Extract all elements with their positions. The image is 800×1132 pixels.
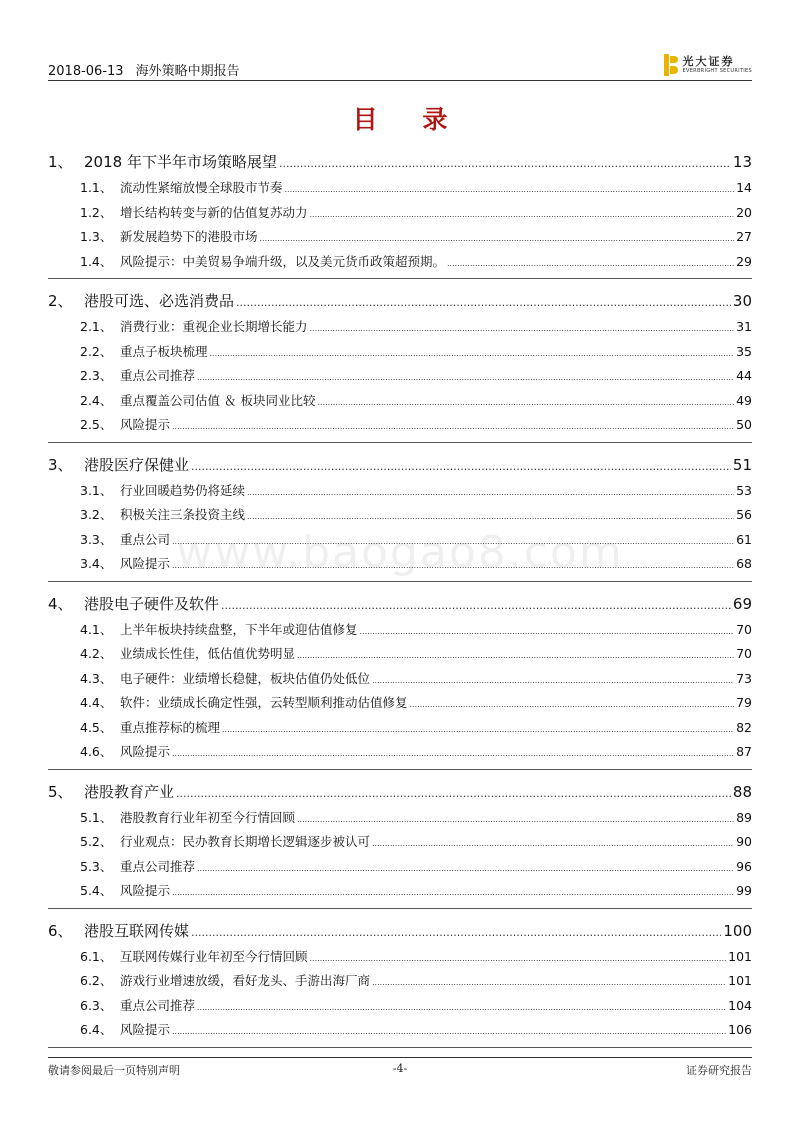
toc-entry-page: 61 xyxy=(736,531,752,547)
toc-entry-title: 港股互联网传媒 xyxy=(84,921,190,940)
toc-section xyxy=(48,287,752,443)
toc-entry-number: 6.3、 xyxy=(80,997,113,1013)
toc-entry-page: 96 xyxy=(736,858,752,874)
toc-entry-number: 4、 xyxy=(48,594,73,613)
toc-entry-title: 港股教育行业年初至今行情回顾 xyxy=(120,809,296,825)
toc-subsection-entry[interactable] xyxy=(48,855,752,880)
toc-entry-number: 6.4、 xyxy=(80,1022,113,1037)
table-of-contents xyxy=(48,148,752,1056)
dot-leader xyxy=(410,693,735,718)
toc-entry-title: 风险提示：中美贸易争端升级，以及美元货币政策超预期。 xyxy=(120,253,446,269)
toc-entry-page: 79 xyxy=(736,695,752,710)
toc-entry-number: 4.1、 xyxy=(80,621,113,637)
toc-entry-number: 5、 xyxy=(48,782,73,801)
toc-entry-number: 3.4、 xyxy=(80,556,113,571)
toc-entry-title: 风险提示 xyxy=(120,417,171,432)
toc-subsection-entry[interactable] xyxy=(48,528,752,553)
dot-leader xyxy=(236,289,731,317)
page-footer xyxy=(48,1057,752,1082)
toc-subsection-entry[interactable] xyxy=(48,879,752,904)
toc-entry-title: 电子硬件：业绩增长稳健，板块估值仍处低位 xyxy=(120,670,371,686)
dot-leader xyxy=(191,453,731,481)
toc-entry-title: 风险提示 xyxy=(120,556,171,571)
toc-entry-number: 2.5、 xyxy=(80,417,113,432)
toc-subsection-entry[interactable] xyxy=(48,618,752,643)
toc-subsection-entry[interactable] xyxy=(48,413,752,438)
toc-entry-page: 90 xyxy=(736,834,752,849)
toc-entry-number: 4.6、 xyxy=(80,744,113,759)
toc-entry-number: 5.2、 xyxy=(80,834,113,849)
toc-section-entry[interactable] xyxy=(48,451,752,479)
dot-leader xyxy=(221,592,731,620)
toc-entry-title: 港股电子硬件及软件 xyxy=(84,594,220,613)
toc-subsection-entry[interactable] xyxy=(48,667,752,692)
footer-divider xyxy=(48,1057,752,1058)
toc-entry-number: 1.2、 xyxy=(80,204,113,220)
toc-entry-number: 6、 xyxy=(48,921,73,940)
toc-entry-number: 2.4、 xyxy=(80,392,113,408)
toc-entry-page: 27 xyxy=(736,229,752,244)
toc-subsection-entry[interactable] xyxy=(48,691,752,716)
dot-leader xyxy=(285,178,735,203)
toc-entry-title: 积极关注三条投资主线 xyxy=(120,507,246,522)
toc-subsection-entry[interactable] xyxy=(48,642,752,667)
toc-section xyxy=(48,148,752,279)
toc-entry-page: 44 xyxy=(736,368,752,383)
toc-entry-page: 14 xyxy=(736,180,752,195)
dot-leader xyxy=(172,530,734,555)
toc-subsection-entry[interactable] xyxy=(48,969,752,994)
toc-entry-number: 6.2、 xyxy=(80,973,113,988)
toc-entry-number: 4.3、 xyxy=(80,670,113,686)
dot-leader xyxy=(191,919,721,947)
toc-entry-title: 增长结构转变与新的估值复苏动力 xyxy=(120,204,308,220)
toc-subsection-entry[interactable] xyxy=(48,315,752,340)
toc-entry-page: 70 xyxy=(736,646,752,661)
dot-leader xyxy=(197,366,734,391)
toc-subsection-entry[interactable] xyxy=(48,340,752,365)
toc-entry-page: 88 xyxy=(732,782,752,801)
toc-subsection-entry[interactable] xyxy=(48,201,752,226)
toc-entry-page: 68 xyxy=(736,556,752,571)
toc-subsection-entry[interactable] xyxy=(48,740,752,765)
dot-leader xyxy=(279,150,731,178)
dot-leader xyxy=(372,832,734,857)
toc-entry-title: 风险提示 xyxy=(120,883,171,898)
toc-entry-number: 4.2、 xyxy=(80,646,113,661)
dot-leader xyxy=(297,808,734,833)
logo-name-cn: 光大证券 xyxy=(682,55,735,68)
header-text xyxy=(48,60,240,79)
toc-entry-number: 1、 xyxy=(48,153,73,171)
toc-subsection-entry[interactable] xyxy=(48,1018,752,1043)
toc-entry-page: 35 xyxy=(736,343,752,359)
toc-entry-title: 港股医疗保健业 xyxy=(84,455,190,474)
toc-entry-number: 3.1、 xyxy=(80,482,113,498)
toc-entry-number: 3、 xyxy=(48,455,73,474)
dot-leader xyxy=(176,780,731,808)
toc-section-entry[interactable] xyxy=(48,148,752,176)
toc-entry-title: 港股可选、必选消费品 xyxy=(84,292,235,310)
toc-entry-page: 104 xyxy=(728,997,752,1013)
toc-entry-number: 4.4、 xyxy=(80,695,113,710)
toc-entry-title: 重点公司推荐 xyxy=(120,368,196,383)
toc-entry-title: 上半年板块持续盘整，下半年或迎估值修复 xyxy=(120,621,358,637)
dot-leader xyxy=(172,742,734,767)
dot-leader xyxy=(310,317,735,342)
logo-mark-icon xyxy=(664,54,678,76)
toc-entry-page: 106 xyxy=(728,1022,752,1037)
toc-section-entry[interactable] xyxy=(48,778,752,806)
toc-entry-page: 51 xyxy=(732,455,752,474)
dot-leader xyxy=(172,415,734,440)
toc-entry-number: 2.3、 xyxy=(80,368,113,383)
toc-subsection-entry[interactable] xyxy=(48,225,752,250)
toc-entry-title: 风险提示 xyxy=(120,1022,171,1037)
toc-subsection-entry[interactable] xyxy=(48,830,752,855)
toc-entry-number: 1.1、 xyxy=(80,180,113,195)
header-divider xyxy=(48,80,752,81)
toc-entry-page: 31 xyxy=(736,319,752,334)
dot-leader xyxy=(372,971,726,996)
toc-subsection-entry[interactable] xyxy=(48,250,752,275)
toc-entry-title: 风险提示 xyxy=(120,744,171,759)
page-header xyxy=(48,52,752,80)
dot-leader xyxy=(360,620,735,645)
dot-leader xyxy=(247,505,734,530)
toc-entry-page: 13 xyxy=(732,153,752,171)
toc-entry-number: 1.3、 xyxy=(80,229,113,244)
toc-entry-title: 业绩成长性佳，低估值优势明显 xyxy=(120,646,296,661)
dot-leader xyxy=(372,669,734,694)
toc-entry-title: 重点公司推荐 xyxy=(120,858,196,874)
toc-entry-number: 5.3、 xyxy=(80,858,113,874)
toc-entry-title: 互联网传媒行业年初至今行情回顾 xyxy=(120,948,308,964)
watermark: www.baogao8.com xyxy=(176,527,624,578)
toc-entry-number: 2.1、 xyxy=(80,319,113,334)
toc-entry-page: 49 xyxy=(736,392,752,408)
toc-entry-page: 89 xyxy=(736,809,752,825)
toc-section xyxy=(48,778,752,909)
toc-entry-page: 30 xyxy=(732,292,752,310)
toc-entry-number: 4.5、 xyxy=(80,719,113,735)
toc-subsection-entry[interactable] xyxy=(48,945,752,970)
dot-leader xyxy=(172,881,734,906)
toc-entry-number: 3.2、 xyxy=(80,507,113,522)
toc-entry-number: 2.2、 xyxy=(80,343,113,359)
footer-page-number: -4- xyxy=(392,1062,408,1075)
dot-leader xyxy=(172,1020,726,1045)
toc-section-entry[interactable] xyxy=(48,590,752,618)
toc-entry-title: 新发展趋势下的港股市场 xyxy=(120,229,258,244)
toc-subsection-entry[interactable] xyxy=(48,176,752,201)
toc-entry-page: 56 xyxy=(736,507,752,522)
toc-entry-title: 行业观点：民办教育长期增长逻辑逐步被认可 xyxy=(120,834,371,849)
dot-leader xyxy=(297,644,734,669)
toc-title: 目 录 xyxy=(352,105,466,134)
logo-name-en: EVERBRIGHT SECURITIES xyxy=(682,68,752,74)
toc-section xyxy=(48,917,752,1048)
toc-entry-number: 1.4、 xyxy=(80,253,113,269)
toc-entry-number: 3.3、 xyxy=(80,531,113,547)
header-date: 2018-06-13 xyxy=(48,64,124,79)
toc-entry-title: 重点覆盖公司估值 ＆ 板块同业比较 xyxy=(120,392,316,408)
toc-entry-number: 5.4、 xyxy=(80,883,113,898)
toc-subsection-entry[interactable] xyxy=(48,994,752,1019)
toc-subsection-entry[interactable] xyxy=(48,716,752,741)
toc-subsection-entry[interactable] xyxy=(48,479,752,504)
toc-entry-page: 82 xyxy=(736,719,752,735)
dot-leader xyxy=(310,947,727,972)
toc-section xyxy=(48,590,752,770)
toc-entry-title: 港股教育产业 xyxy=(84,782,175,801)
dot-leader xyxy=(210,342,735,367)
toc-entry-number: 2、 xyxy=(48,292,73,310)
toc-entry-page: 73 xyxy=(736,670,752,686)
toc-entry-page: 69 xyxy=(732,594,752,613)
toc-section xyxy=(48,451,752,582)
toc-subsection-entry[interactable] xyxy=(48,552,752,577)
toc-entry-title: 重点子板块梳理 xyxy=(120,343,208,359)
toc-entry-page: 50 xyxy=(736,417,752,432)
dot-leader xyxy=(447,252,734,277)
toc-entry-page: 70 xyxy=(736,621,752,637)
dot-leader xyxy=(310,203,735,228)
toc-entry-page: 29 xyxy=(736,253,752,269)
toc-entry-title: 行业回暖趋势仍将延续 xyxy=(120,482,246,498)
toc-subsection-entry[interactable] xyxy=(48,503,752,528)
toc-entry-page: 99 xyxy=(736,883,752,898)
toc-entry-number: 6.1、 xyxy=(80,948,113,964)
dot-leader xyxy=(172,554,734,579)
footer-doc-type: 证券研究报告 xyxy=(686,1064,752,1077)
dot-leader xyxy=(222,718,734,743)
toc-entry-page: 87 xyxy=(736,744,752,759)
toc-entry-page: 100 xyxy=(723,921,752,940)
dot-leader xyxy=(260,227,735,252)
toc-entry-title: 2018 年下半年市场策略展望 xyxy=(84,153,277,171)
dot-leader xyxy=(197,996,726,1021)
toc-entry-title: 重点公司推荐 xyxy=(120,997,196,1013)
toc-entry-title: 流动性紧缩放慢全球股市节奏 xyxy=(120,180,283,195)
toc-section-entry[interactable] xyxy=(48,287,752,315)
toc-entry-number: 5.1、 xyxy=(80,809,113,825)
toc-subsection-entry[interactable] xyxy=(48,389,752,414)
header-report-title: 海外策略中期报告 xyxy=(135,64,240,79)
toc-entry-title: 消费行业：重视企业长期增长能力 xyxy=(120,319,308,334)
toc-entry-page: 101 xyxy=(728,973,752,988)
company-logo xyxy=(664,52,752,78)
toc-entry-title: 游戏行业增速放缓，看好龙头、手游出海厂商 xyxy=(120,973,371,988)
toc-entry-title: 重点推荐标的梳理 xyxy=(120,719,221,735)
toc-entry-page: 53 xyxy=(736,482,752,498)
toc-subsection-entry[interactable] xyxy=(48,364,752,389)
dot-leader xyxy=(197,857,734,882)
toc-entry-title: 重点公司 xyxy=(120,531,171,547)
dot-leader xyxy=(317,391,734,416)
toc-entry-title: 软件：业绩成长确定性强，云转型顺利推动估值修复 xyxy=(120,695,408,710)
dot-leader xyxy=(247,481,734,506)
toc-subsection-entry[interactable] xyxy=(48,806,752,831)
toc-section-entry[interactable] xyxy=(48,917,752,945)
footer-disclaimer: 敬请参阅最后一页特别声明 xyxy=(48,1064,180,1077)
toc-entry-page: 101 xyxy=(728,948,752,964)
toc-entry-page: 20 xyxy=(736,204,752,220)
